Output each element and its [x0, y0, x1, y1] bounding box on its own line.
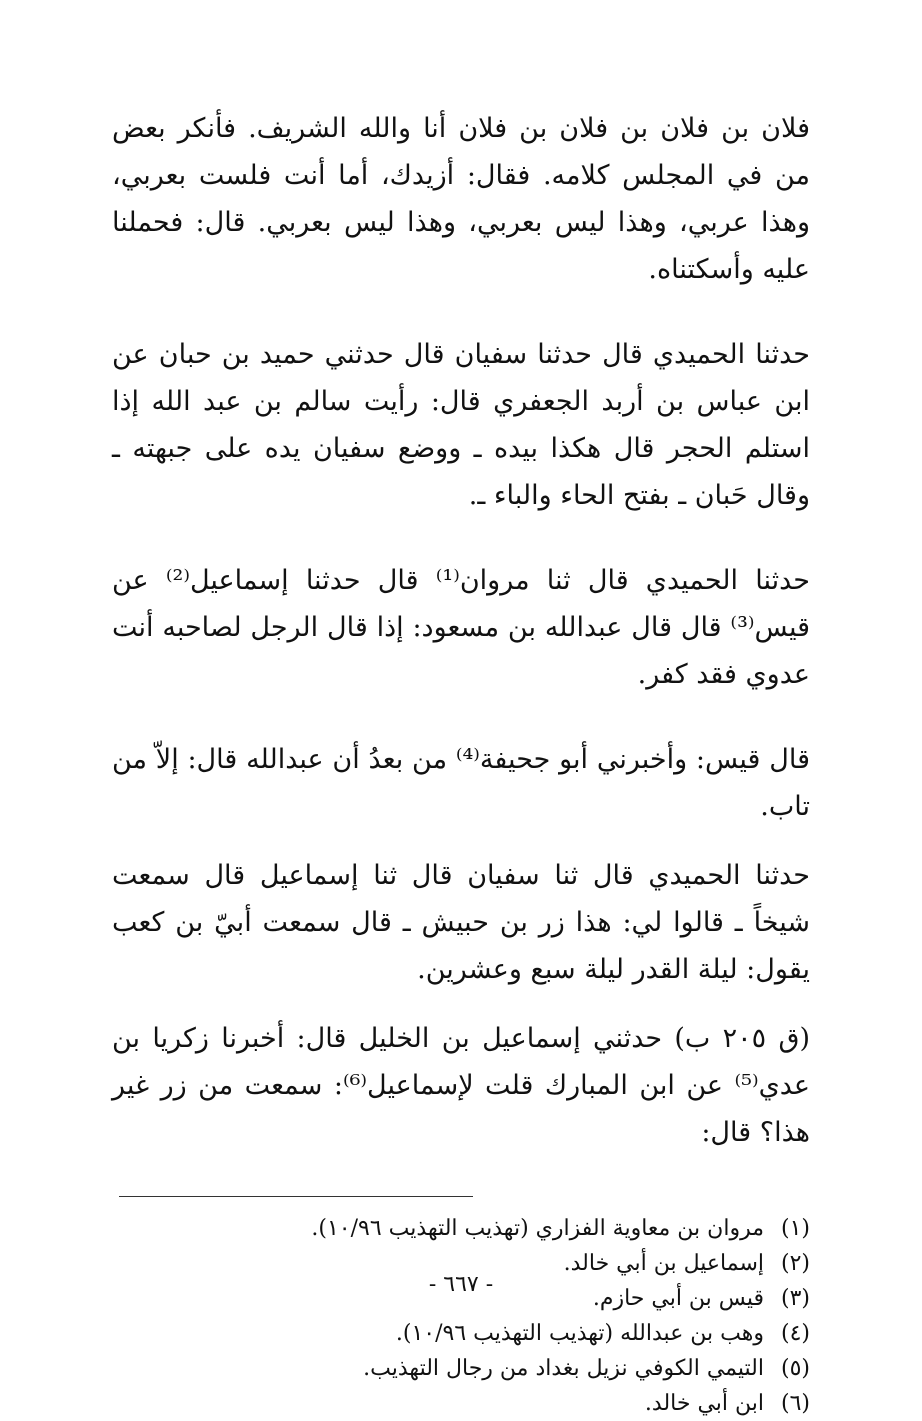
footnote-text: التيمي الكوفي نزيل بغداد من رجال التهذيب. — [363, 1356, 764, 1381]
footnote-number: (٢) — [780, 1251, 810, 1276]
footnote-text: ابن أبي خالد. — [644, 1391, 764, 1416]
footnote-item — [112, 1351, 810, 1386]
main-text-paragraph: حدثنا الحميدي قال ثنا مروان⁽¹⁾ قال حدثنا إسماعيل⁽²⁾ عن قيس⁽³⁾ قال قال عبدالله بن مسعود: إذا قال الرجل لصاحبه أنت عدوي فقد كفر. — [112, 565, 810, 690]
footnote-text: قيس بن أبي حازم. — [592, 1286, 764, 1311]
footnote-text: مروان بن معاوية الفزاري (تهذيب التهذيب ١٠/٩٦). — [311, 1216, 764, 1241]
footnote-separator-line — [119, 1196, 473, 1197]
footnote-number: (٤) — [780, 1321, 810, 1346]
main-text-paragraph: (ق ٢٠٥ ب) حدثني إسماعيل بن الخليل قال: أخبرنا زكريا بن عدي⁽⁵⁾ عن ابن المبارك قلت لإسماعيل⁽⁶⁾: سمعت من زر غير هذا؟ قال: — [112, 1023, 810, 1148]
main-text-paragraph: حدثنا الحميدي قال حدثنا سفيان قال حدثني حميد بن حبان عن ابن عباس بن أربد الجعفري قال: رأيت سالم بن عبد الله إذا استلم الحجر قال هكذا بيده ـ ووضع سفيان يده على جبهته ـ وقال حَبان ـ بفتح الحاء والباء ـ. — [112, 339, 810, 511]
main-text-paragraph: حدثنا الحميدي قال ثنا سفيان قال ثنا إسماعيل قال سمعت شيخاً ـ قالوا لي: هذا زر بن حبيش ـ قال سمعت أبيّ بن كعب يقول: ليلة القدر ليلة سبع وعشرين. — [112, 860, 810, 985]
footnote-number: (٦) — [780, 1391, 810, 1416]
footnote-text: إسماعيل بن أبي خالد. — [563, 1251, 764, 1276]
footnote-item — [112, 1316, 810, 1351]
footnote-item — [112, 1211, 810, 1246]
footnote-number: (١) — [780, 1216, 810, 1241]
footnotes-list — [112, 1211, 810, 1421]
footnote-item — [112, 1386, 810, 1421]
page-number: - ٦٦٧ - — [428, 1272, 494, 1297]
footnote-text: وهب بن عبدالله (تهذيب التهذيب ١٠/٩٦). — [395, 1321, 764, 1346]
main-text-paragraph: فلان بن فلان بن فلان بن فلان أنا والله الشريف. فأنكر بعض من في المجلس كلامه. فقال: أزيدك، أما أنت فلست بعربي، وهذا عربي، وهذا ليس بعربي، وهذا ليس بعربي. قال: فحملنا عليه وأسكتناه. — [112, 113, 810, 285]
footnote-number: (٥) — [780, 1356, 810, 1381]
main-text-paragraph: قال قيس: وأخبرني أبو جحيفة⁽⁴⁾ من بعدُ أن عبدالله قال: إلاّ من تاب. — [112, 744, 810, 822]
footnote-number: (٣) — [780, 1286, 810, 1311]
